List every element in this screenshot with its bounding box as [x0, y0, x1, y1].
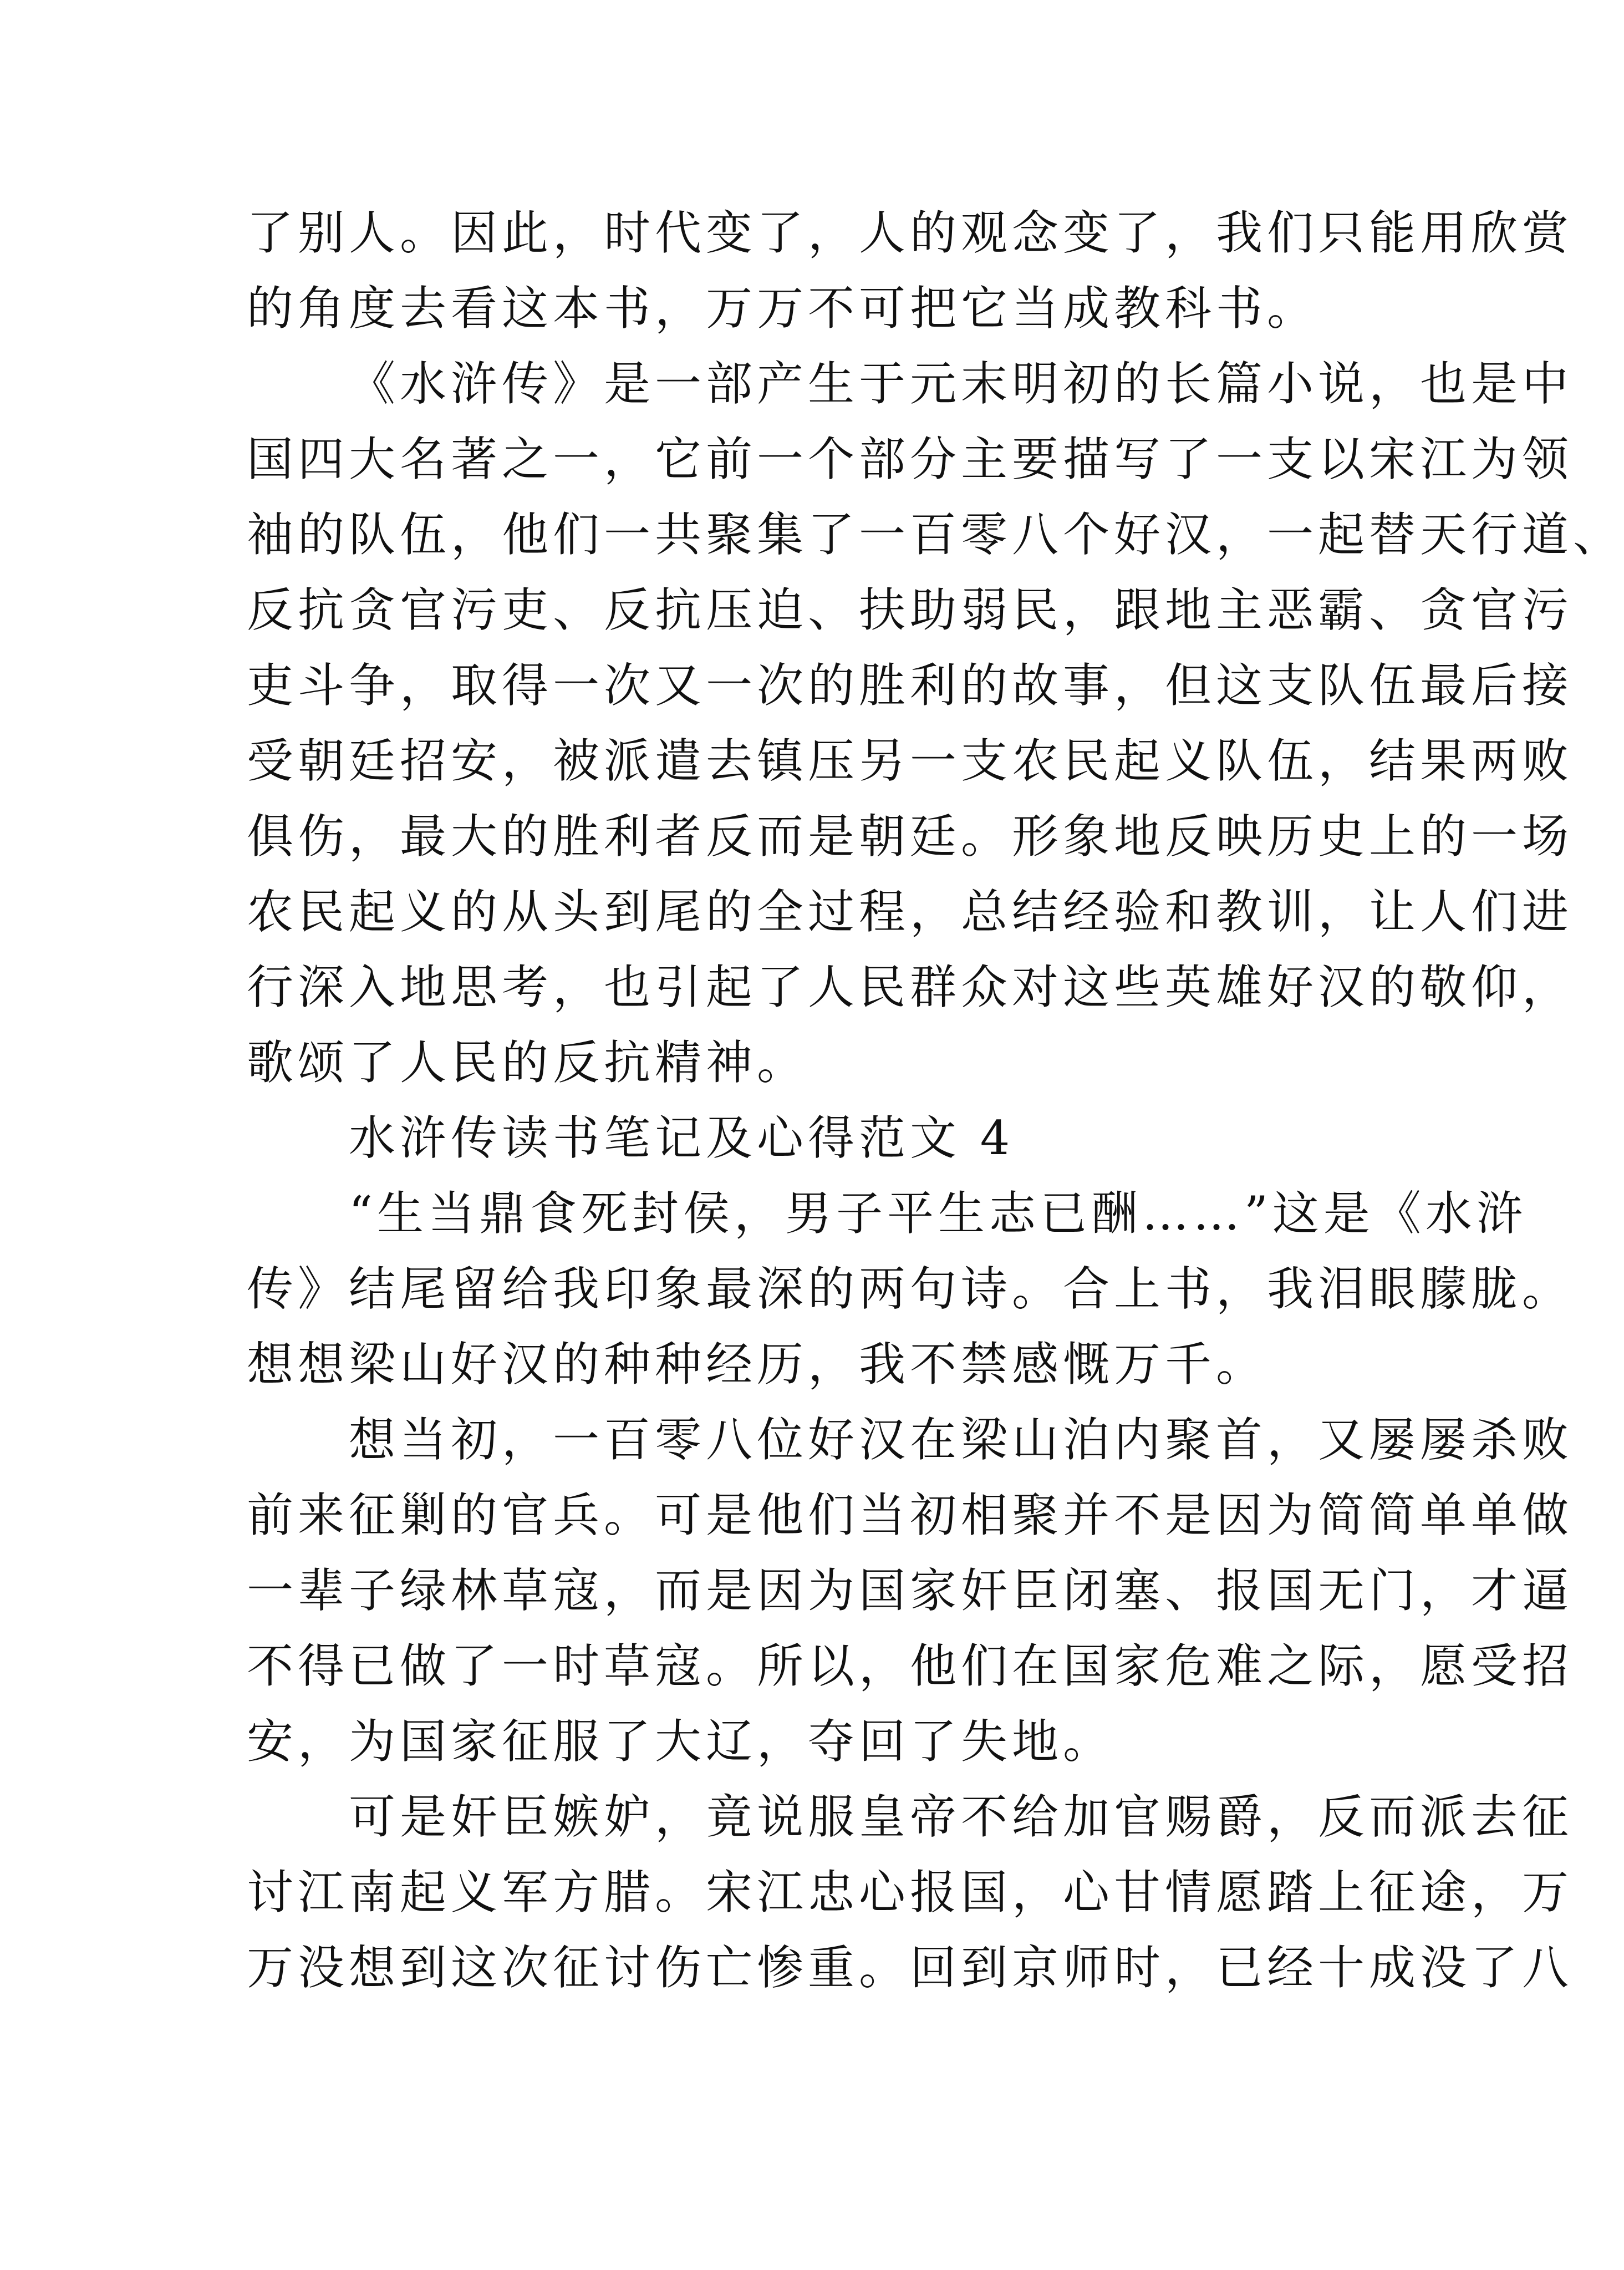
text-line: 吏斗争，取得一次又一次的胜利的故事，但这支队伍最后接 [247, 658, 1574, 713]
text-line: 国四大名著之一，它前一个部分主要描写了一支以宋江为领 [247, 432, 1574, 486]
text-line: 想当初，一百零八位好汉在梁山泊内聚首，又屡屡杀败 [349, 1413, 1574, 1467]
text-line: 俱伤，最大的胜利者反而是朝廷。形象地反映历史上的一场 [247, 809, 1574, 864]
section-heading: 水浒传读书笔记及心得范文 4 [349, 1111, 1015, 1165]
text-line: 了别人。因此，时代变了，人的观念变了，我们只能用欣赏 [247, 206, 1574, 260]
text-line: 安，为国家征服了大辽，夺回了失地。 [247, 1714, 1114, 1769]
text-line: 不得已做了一时草寇。所以，他们在国家危难之际，愿受招 [247, 1639, 1574, 1693]
text-line: 受朝廷招安，被派遣去镇压另一支农民起义队伍，结果两败 [247, 734, 1574, 788]
text-line: 《水浒传》是一部产生于元末明初的长篇小说，也是中 [349, 357, 1574, 411]
text-line: 万没想到这次征讨伤亡惨重。回到京师时，已经十成没了八 [247, 1941, 1574, 1995]
text-line: “生当鼎食死封侯，男子平生志已酬……”这是《水浒 [349, 1186, 1528, 1241]
text-line: 的角度去看这本书，万万不可把它当成教科书。 [247, 281, 1318, 336]
text-line: 一辈子绿林草寇，而是因为国家奸臣闭塞、报国无门，才逼 [247, 1563, 1574, 1618]
text-line: 行深入地思考，也引起了人民群众对这些英雄好汉的敬仰， [247, 960, 1574, 1014]
text-line: 前来征剿的官兵。可是他们当初相聚并不是因为简简单单做 [247, 1488, 1574, 1542]
text-line: 反抗贪官污吏、反抗压迫、扶助弱民，跟地主恶霸、贪官污 [247, 583, 1574, 637]
text-line: 想想梁山好汉的种种经历，我不禁感慨万千。 [247, 1337, 1267, 1392]
text-line: 可是奸臣嫉妒，竟说服皇帝不给加官赐爵，反而派去征 [349, 1790, 1574, 1844]
text-line: 歌颂了人民的反抗精神。 [247, 1035, 808, 1090]
text-line: 农民起义的从头到尾的全过程，总结经验和教训，让人们进 [247, 885, 1574, 939]
text-line: 传》结尾留给我印象最深的两句诗。合上书，我泪眼朦胧。 [247, 1262, 1574, 1316]
text-line: 讨江南起义军方腊。宋江忠心报国，心甘情愿踏上征途，万 [247, 1865, 1574, 1919]
body-text [247, 195, 1624, 2005]
text-line: 袖的队伍，他们一共聚集了一百零八个好汉，一起替天行道、 [247, 507, 1624, 562]
